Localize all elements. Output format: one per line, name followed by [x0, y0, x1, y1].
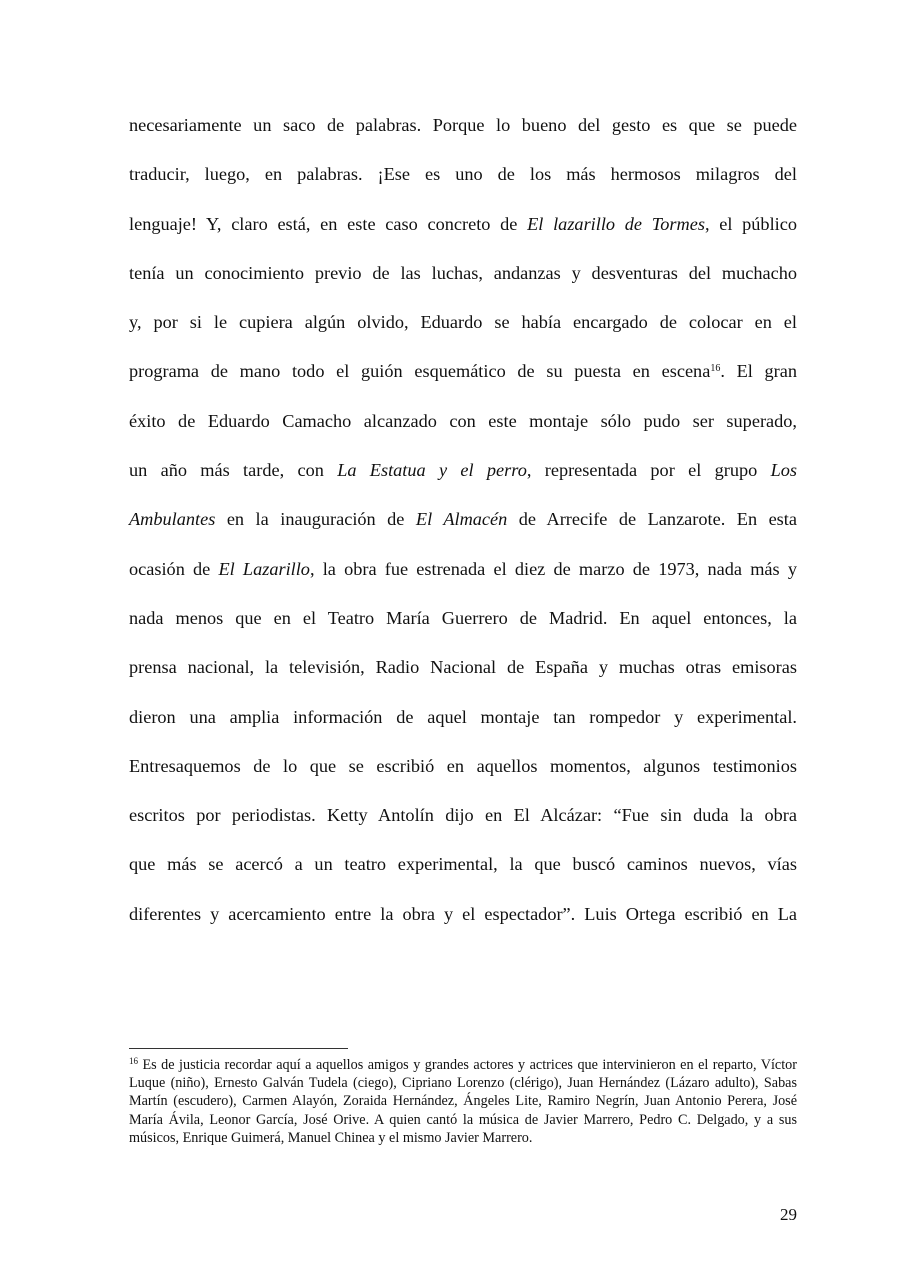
title-italic: El Lazarillo: [218, 558, 310, 579]
title-italic: Los: [770, 460, 797, 481]
footnote-separator: [129, 1048, 348, 1049]
body-text: [129, 101, 797, 939]
text-line: [129, 693, 797, 742]
text-run: , representada por el grupo: [526, 460, 771, 481]
text-run: , el público: [704, 213, 797, 234]
text-run: escritos por periodistas. Ketty Antolín dijo en El Alcázar: “Fue sin duda la obra: [129, 805, 797, 826]
text-line: [129, 446, 797, 495]
footnote-reference[interactable]: 16: [710, 363, 721, 375]
text-run: y, por si le cupiera algún olvido, Eduardo se había encargado de colocar en el: [129, 312, 797, 333]
text-line: [129, 840, 797, 889]
text-line: [129, 249, 797, 298]
text-run: tenía un conocimiento previo de las luchas, andanzas y desventuras del muchacho: [129, 262, 797, 283]
text-run: diferentes y acercamiento entre la obra y el espectador”. Luis Ortega escribió en La: [129, 903, 797, 924]
text-run: un año más tarde, con: [129, 460, 338, 481]
title-italic: El Almacén: [415, 509, 508, 530]
text-run: dieron una amplia información de aquel montaje tan rompedor y experimental.: [129, 706, 797, 727]
text-run: de Arrecife de Lanzarote. En esta: [507, 509, 797, 530]
text-run: lenguaje! Y, claro está, en este caso concreto de: [129, 213, 528, 234]
text-line: [129, 298, 797, 347]
text-line: [129, 495, 797, 544]
page-number: 29: [780, 1205, 797, 1224]
text-run: . El gran: [720, 361, 797, 382]
text-line: [129, 545, 797, 594]
text-line: [129, 742, 797, 791]
text-run: Entresaquemos de lo que se escribió en aquellos momentos, algunos testimonios: [129, 755, 797, 776]
footnote-number: 16: [129, 1056, 138, 1066]
text-line: [129, 150, 797, 199]
text-line: [129, 397, 797, 446]
text-line: [129, 347, 797, 396]
footnote: [129, 1056, 797, 1147]
text-run: programa de mano todo el guión esquemático de su puesta en escena: [129, 361, 711, 382]
text-line: [129, 643, 797, 692]
text-line: [129, 791, 797, 840]
text-run: traducir, luego, en palabras. ¡Ese es uno de los más hermosos milagros del: [129, 164, 797, 185]
text-run: necesariamente un saco de palabras. Porque lo bueno del gesto es que se puede: [129, 115, 797, 135]
text-run: ocasión de: [129, 558, 219, 579]
text-line: [129, 101, 797, 150]
title-italic: Ambulantes: [129, 509, 216, 530]
text-line: [129, 890, 797, 939]
text-run: prensa nacional, la televisión, Radio Nacional de España y muchas otras emisoras: [129, 657, 797, 678]
title-italic: El lazarillo de Tormes: [527, 213, 705, 234]
text-run: en la inauguración de: [215, 509, 416, 530]
title-italic: La Estatua y el perro: [337, 460, 527, 481]
text-run: nada menos que en el Teatro María Guerrero de Madrid. En aquel entonces, la: [129, 607, 797, 628]
text-line: [129, 594, 797, 643]
text-run: éxito de Eduardo Camacho alcanzado con este montaje sólo pudo ser superado,: [129, 410, 797, 431]
footnote-text: Es de justicia recordar aquí a aquellos amigos y grandes actores y actrices que intervinieron en el reparto, Víctor Luque (niño), Ernesto Galván Tudela (ciego), Cipriano Lorenzo (clérigo), Juan Hernández (Lázaro adulto), Sabas Martín (escudero), Carmen Alayón, Zoraida Hernández, Ángeles Lite, Ramiro Negrín, Juan Antonio Perera, José María Ávila, Leonor García, José Orive. A quien cantó la música de Javier Marrero, Pedro C. Delgado, y a sus músicos, Enrique Guimerá, Manuel Chinea y el mismo Javier Marrero.: [129, 1057, 797, 1146]
text-run: , la obra fue estrenada el diez de marzo de 1973, nada más y: [309, 558, 797, 579]
text-run: que más se acercó a un teatro experimental, la que buscó caminos nuevos, vías: [129, 854, 797, 875]
text-line: [129, 200, 797, 249]
